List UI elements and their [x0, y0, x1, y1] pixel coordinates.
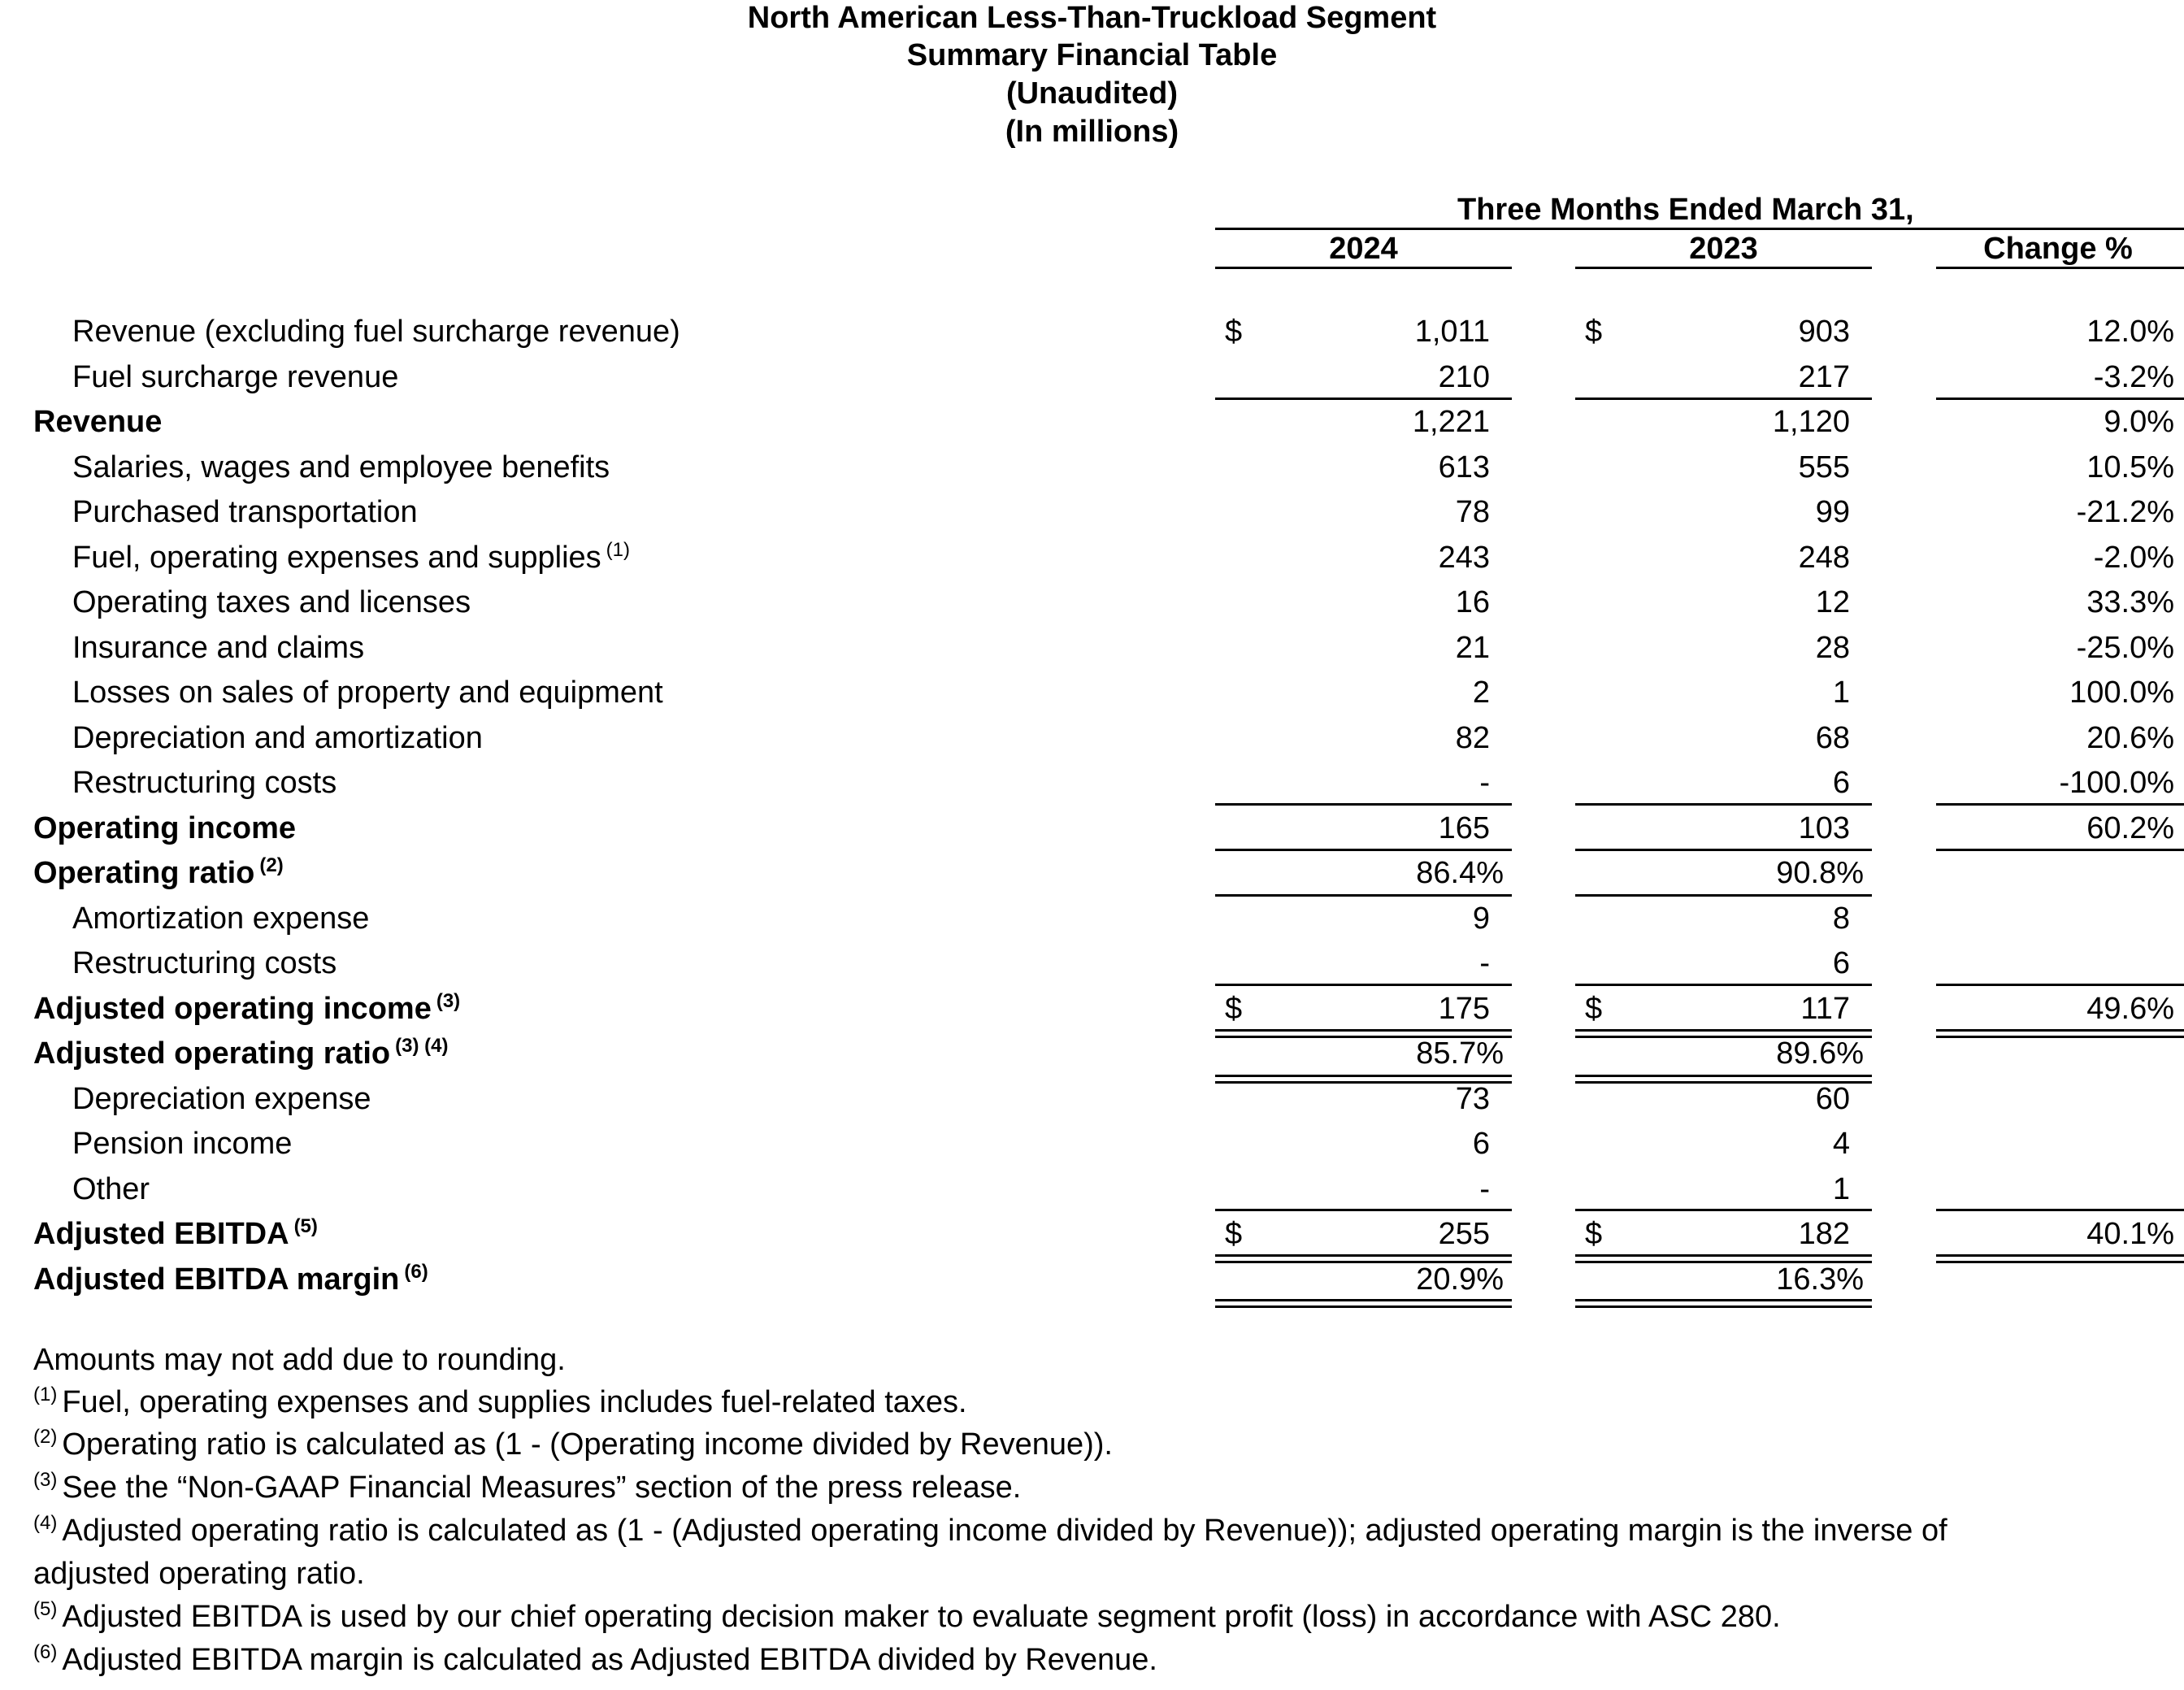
row-label: Depreciation and amortization: [72, 721, 483, 755]
change-percent: 10.5%: [2086, 450, 2174, 484]
single-underline: [1936, 1209, 2184, 1211]
table-row: [0, 670, 2184, 715]
double-underline: [1575, 1029, 1872, 1032]
value-2023: 217: [1798, 360, 1850, 394]
value-2024: 243: [1438, 541, 1490, 575]
period-header: Three Months Ended March 31,: [1457, 193, 1914, 227]
row-label: Adjusted EBITDA margin $^{(6)}$: [33, 1261, 428, 1297]
value-2024: -: [1479, 766, 1490, 800]
value-2023: 12: [1815, 585, 1850, 619]
footnote-marker: (1): [33, 1384, 58, 1406]
double-underline: [1936, 1261, 2184, 1263]
change-percent: -25.0%: [2076, 631, 2174, 665]
change-percent: 33.3%: [2086, 585, 2174, 619]
row-label: Losses on sales of property and equipment: [72, 676, 663, 710]
change-percent: 9.0%: [2104, 405, 2174, 439]
value-2023: 60: [1815, 1082, 1850, 1116]
double-underline: [1215, 1299, 1512, 1301]
value-2024: 20.9%: [1416, 1262, 1504, 1297]
row-label: Fuel surcharge revenue: [72, 360, 399, 394]
title-line-2: Summary Financial Table: [906, 38, 1278, 72]
row-label: Fuel, operating expenses and supplies $^{(1)}$: [72, 539, 631, 575]
single-underline: [1936, 849, 2184, 851]
row-label: Insurance and claims: [72, 631, 365, 665]
double-underline: [1936, 1029, 2184, 1032]
footnote-ref: (6): [404, 1261, 428, 1284]
single-underline: [1575, 803, 1872, 806]
single-underline: [1936, 984, 2184, 986]
double-underline: [1575, 1306, 1872, 1308]
change-percent: 100.0%: [2069, 676, 2174, 710]
value-2023: 103: [1798, 811, 1850, 845]
footnote-text: Fuel, operating expenses and supplies includes fuel-related taxes.: [62, 1385, 967, 1419]
value-2024: 9: [1472, 901, 1490, 936]
single-underline: [1575, 398, 1872, 400]
footnote-marker: (5): [33, 1598, 58, 1621]
currency-symbol-2023: $: [1585, 992, 1603, 1026]
single-underline: [1215, 398, 1512, 400]
col-header-change: Change %: [1983, 232, 2133, 266]
change-percent: 49.6%: [2086, 992, 2174, 1026]
table-row: [0, 399, 2184, 445]
table-row: [0, 941, 2184, 986]
row-label: Restructuring costs: [72, 946, 337, 980]
double-underline: [1575, 1299, 1872, 1301]
value-2024: 16: [1455, 585, 1490, 619]
footnote-ref: (3): [436, 990, 461, 1013]
value-2023: 117: [1800, 992, 1850, 1026]
footnote: [33, 1553, 365, 1594]
row-label: Operating income: [33, 811, 297, 845]
footnote: [33, 1340, 566, 1380]
value-2024: -: [1479, 1172, 1490, 1206]
double-underline: [1215, 1081, 1512, 1084]
value-2023: 89.6%: [1776, 1036, 1864, 1071]
footnote-text: See the “Non-GAAP Financial Measures” section of the press release.: [62, 1471, 1022, 1505]
single-underline: [1215, 894, 1512, 897]
title-line-4: (In millions): [1005, 115, 1179, 149]
change-percent: -3.2%: [2093, 360, 2174, 394]
change-percent: 60.2%: [2086, 811, 2174, 845]
table-row: [0, 1121, 2184, 1166]
col-header-2023: 2023: [1689, 232, 1758, 266]
row-label: Pension income: [72, 1127, 293, 1161]
double-underline: [1215, 1254, 1512, 1257]
value-2024: -: [1479, 946, 1490, 980]
footnote: [33, 1467, 1021, 1508]
row-label: Operating ratio $^{(2)}$: [33, 854, 284, 890]
value-2023: 1: [1832, 1172, 1850, 1206]
value-2023: 68: [1815, 721, 1850, 755]
value-2023: 903: [1798, 315, 1850, 349]
footnote-marker: (3): [33, 1469, 58, 1492]
row-label: Salaries, wages and employee benefits: [72, 450, 610, 484]
change-percent: -2.0%: [2093, 541, 2174, 575]
value-2023: 90.8%: [1776, 856, 1864, 890]
value-2023: 16.3%: [1776, 1262, 1864, 1297]
table-row: [0, 1211, 2184, 1257]
footnote-marker: (2): [33, 1426, 58, 1449]
table-row: [0, 896, 2184, 941]
table-row: [0, 445, 2184, 490]
footnote-marker: (6): [33, 1641, 58, 1664]
footnote: [33, 1640, 1157, 1680]
single-underline: [1936, 803, 2184, 806]
table-row: [0, 309, 2184, 354]
value-2023: 182: [1798, 1217, 1850, 1251]
footnote-ref: (5): [293, 1215, 318, 1238]
currency-symbol-2024: $: [1225, 992, 1243, 1026]
table-row: [0, 1257, 2184, 1302]
single-underline: [1215, 984, 1512, 986]
table-row: [0, 489, 2184, 535]
footnote-text: Operating ratio is calculated as (1 - (Operating income divided by Revenue)).: [62, 1427, 1113, 1462]
footnote-text: Amounts may not add due to rounding.: [33, 1343, 566, 1377]
single-underline: [1215, 803, 1512, 806]
col-change-header-rule: [1936, 267, 2184, 269]
value-2023: 8: [1832, 901, 1850, 936]
double-underline: [1575, 1254, 1872, 1257]
table-row: [0, 625, 2184, 671]
value-2024: 175: [1438, 992, 1490, 1026]
footnote: [33, 1382, 967, 1423]
footnote-ref: (2): [259, 854, 284, 877]
col-2024-header-rule: [1215, 267, 1512, 269]
footnote-text: Adjusted EBITDA is used by our chief operating decision maker to evaluate segment profit (loss) in accordance with ASC 280.: [62, 1600, 1781, 1634]
row-label: Adjusted operating ratio $^{(3) (4)}$: [33, 1035, 449, 1071]
row-label: Adjusted EBITDA $^{(5)}$: [33, 1215, 318, 1251]
row-label: Restructuring costs: [72, 766, 337, 800]
value-2023: 6: [1832, 946, 1850, 980]
footnote-text: adjusted operating ratio.: [33, 1557, 365, 1591]
footnote: [33, 1597, 1781, 1637]
col-header-2024: 2024: [1329, 232, 1398, 266]
currency-symbol-2024: $: [1225, 315, 1243, 349]
single-underline: [1936, 398, 2184, 400]
double-underline: [1936, 1254, 2184, 1257]
single-underline: [1575, 1209, 1872, 1211]
value-2023: 1: [1832, 676, 1850, 710]
value-2024: 86.4%: [1416, 856, 1504, 890]
value-2024: 21: [1455, 631, 1490, 665]
value-2023: 555: [1798, 450, 1850, 484]
value-2023: 28: [1815, 631, 1850, 665]
footnote-text: Adjusted EBITDA margin is calculated as Adjusted EBITDA divided by Revenue.: [62, 1643, 1157, 1677]
row-label: Purchased transportation: [72, 495, 418, 529]
table-row: [0, 850, 2184, 896]
row-label: Depreciation expense: [72, 1082, 371, 1116]
title-line-1: North American Less-Than-Truckload Segment: [747, 1, 1437, 35]
row-label: Operating taxes and licenses: [72, 585, 471, 619]
single-underline: [1215, 849, 1512, 851]
single-underline: [1575, 894, 1872, 897]
title-line-3: (Unaudited): [1005, 76, 1179, 111]
table-row: [0, 580, 2184, 625]
double-underline: [1215, 1306, 1512, 1308]
value-2023: 6: [1832, 766, 1850, 800]
row-label: Adjusted operating income $^{(3)}$: [33, 990, 461, 1026]
double-underline: [1936, 1036, 2184, 1038]
value-2023: 248: [1798, 541, 1850, 575]
table-row: [0, 986, 2184, 1032]
double-underline: [1215, 1075, 1512, 1077]
value-2024: 2: [1472, 676, 1490, 710]
value-2024: 255: [1438, 1217, 1490, 1251]
value-2024: 613: [1438, 450, 1490, 484]
col-2023-header-rule: [1575, 267, 1872, 269]
footnote: [33, 1510, 1947, 1551]
currency-symbol-2023: $: [1585, 1217, 1603, 1251]
double-underline: [1575, 1261, 1872, 1263]
footnote-text: Adjusted operating ratio is calculated as (1 - (Adjusted operating income divided by Revenue)); adjusted operating margin is the inverse of: [62, 1514, 1947, 1548]
table-row: [0, 1166, 2184, 1212]
change-percent: 20.6%: [2086, 721, 2174, 755]
table-row: [0, 715, 2184, 761]
change-percent: 40.1%: [2086, 1217, 2174, 1251]
double-underline: [1575, 1075, 1872, 1077]
value-2024: 1,221: [1412, 405, 1490, 439]
single-underline: [1215, 1209, 1512, 1211]
value-2024: 78: [1455, 495, 1490, 529]
value-2023: 4: [1832, 1127, 1850, 1161]
double-underline: [1215, 1036, 1512, 1038]
single-underline: [1575, 984, 1872, 986]
double-underline: [1215, 1029, 1512, 1032]
row-label: Other: [72, 1172, 150, 1206]
table-row: [0, 535, 2184, 580]
period-header-rule: [1215, 228, 2184, 230]
value-2023: 1,120: [1772, 405, 1850, 439]
footnote-ref: (1): [606, 539, 631, 562]
single-underline: [1575, 849, 1872, 851]
currency-symbol-2024: $: [1225, 1217, 1243, 1251]
value-2024: 165: [1438, 811, 1490, 845]
value-2024: 210: [1438, 360, 1490, 394]
table-row: [0, 354, 2184, 400]
change-percent: -100.0%: [2059, 766, 2174, 800]
change-percent: 12.0%: [2086, 315, 2174, 349]
table-row: [0, 760, 2184, 806]
value-2024: 85.7%: [1416, 1036, 1504, 1071]
footnote-marker: (4): [33, 1512, 58, 1535]
footnote: [33, 1424, 1113, 1465]
value-2024: 73: [1455, 1082, 1490, 1116]
row-label: Amortization expense: [72, 901, 370, 936]
footnote-ref: (3) (4): [395, 1035, 449, 1058]
currency-symbol-2023: $: [1585, 315, 1603, 349]
double-underline: [1215, 1261, 1512, 1263]
row-label: Revenue: [33, 405, 163, 439]
change-percent: -21.2%: [2076, 495, 2174, 529]
double-underline: [1575, 1036, 1872, 1038]
value-2024: 82: [1455, 721, 1490, 755]
value-2024: 6: [1472, 1127, 1490, 1161]
value-2024: 1,011: [1414, 315, 1490, 349]
row-label: Revenue (excluding fuel surcharge revenue): [72, 315, 680, 349]
value-2023: 99: [1815, 495, 1850, 529]
table-row: [0, 806, 2184, 851]
double-underline: [1575, 1081, 1872, 1084]
